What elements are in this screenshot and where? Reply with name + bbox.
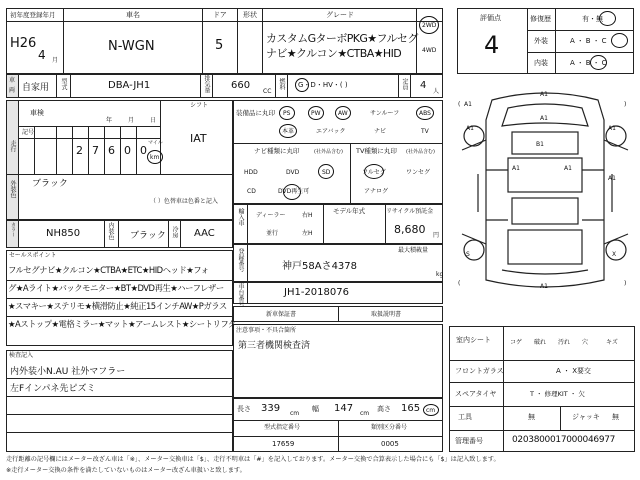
equipment-label: 装備品に丸印 (236, 109, 275, 117)
model-year-label: モデル年式 (333, 207, 366, 215)
sales-point-line: グ★Aライト★バックモニター★BT★DVD再生★ハーフレザー (8, 283, 224, 293)
glass-label: フロントガラス (455, 367, 504, 375)
odometer-digit: 2 (76, 144, 83, 157)
car-damage-diagram (452, 80, 638, 320)
inspector-line: 左Fインパネ先ピズミ (10, 384, 96, 394)
odometer-digit: 6 (108, 144, 115, 157)
mark-rocker-right: A1 (608, 175, 616, 182)
equip-ps: PS (283, 110, 291, 117)
equip-navi: ナビ (374, 128, 387, 135)
control-value: 0203800017000046977 (512, 435, 616, 445)
exterior-c-circle (611, 33, 628, 48)
type-label: 型式 (60, 78, 67, 90)
shift-value: IAT (190, 132, 207, 145)
inspection-label: 車検 (30, 109, 44, 117)
notes-value: 第三者機関検査済 (238, 341, 311, 351)
sales-point-line: フルセグナビ★クルコン★CTBA★ETC★HIDヘッド★フォ (8, 265, 209, 275)
color-value: ブラック (32, 179, 68, 189)
length-unit: cm (290, 410, 300, 417)
mark-rear-left-wheel: S (466, 251, 470, 258)
reg-month-unit: 月 (52, 57, 59, 64)
seat-dirt: 汚れ (558, 339, 571, 346)
tools-value: 無 (528, 413, 535, 421)
reg-month: 4 (38, 48, 46, 62)
chassis-value: JH1-2018076 (284, 287, 349, 298)
navi-cd: CD (247, 188, 256, 195)
height-label: 高さ (377, 405, 391, 413)
length-value: 339 (261, 403, 281, 414)
records-label: 記号 (22, 129, 35, 136)
car-name-label: 車名 (126, 11, 140, 19)
fuel-options: G・D・HV・( ) (298, 81, 348, 89)
inspection-year-unit: 年 (106, 117, 113, 124)
mark-side-left: A1 (466, 125, 474, 132)
inspector-label: 検査記入 (9, 352, 34, 359)
doors-label: ドア (213, 11, 227, 19)
capacity-value: 4 (420, 80, 427, 91)
recycle-value: 8,680 (394, 223, 426, 236)
drive-4wd: 4WD (422, 47, 437, 54)
color-code-label: カラー (10, 222, 16, 237)
navi-sd: SD (322, 169, 331, 176)
exterior-options: A・B・C (570, 37, 609, 45)
height-value: 165 (401, 403, 421, 414)
odometer-digit: 0 (140, 144, 147, 157)
tv-note: (社外品含む) (406, 149, 435, 155)
notes-label: 注意事項・不具合箇所 (236, 327, 297, 334)
inspection-month-unit: 月 (128, 117, 135, 124)
capacity-unit: 人 (433, 88, 440, 95)
sales-point-label: セールスポイント (9, 252, 57, 259)
mark-windshield: B1 (536, 141, 544, 148)
interior-label: 内装 (534, 59, 548, 67)
footer-line-1: 走行距離の記号欄にはメーター改ざん車は「※」、メーター交換車は「$」、走行不明車は「#」を記入しております。メーター交換で合算表示した場合にも「$」は記入致します。 (6, 456, 500, 463)
interior-color-value: ブラック (130, 231, 166, 241)
import-dealer: ディーラー (256, 212, 286, 219)
mark-hood: A1 (540, 115, 548, 122)
ac-label: 冷房 (171, 226, 178, 238)
color-label: 外装色 (9, 180, 16, 198)
jack-label: ジャッキ (572, 413, 600, 421)
chassis-label: 車台番号 (237, 283, 244, 307)
score-value: 4 (484, 31, 500, 59)
mark-front-left: ( (458, 101, 461, 108)
navi-dvd: DVD (286, 169, 300, 176)
repair-options: 有・無 (582, 15, 603, 23)
score-label: 評価点 (480, 14, 501, 22)
control-label: 管理番号 (455, 437, 483, 445)
navi-dvd-play: DVD再生可 (278, 188, 310, 195)
equip-abs: ABS (419, 110, 431, 117)
mileage-label: 走行 (9, 140, 16, 152)
spare-tire-label: スペアタイヤ (455, 390, 497, 398)
height-unit: cm (426, 407, 436, 414)
equip-aw: AW (338, 110, 348, 117)
ac-value: AAC (194, 228, 215, 239)
equip-tv: TV (421, 128, 429, 135)
unit-km: km (150, 154, 160, 161)
import-parallel: 並行 (266, 230, 279, 237)
displacement-unit: CC (263, 88, 272, 95)
grade-label: グレード (326, 11, 354, 19)
navi-hdd: HDD (244, 169, 258, 176)
displacement-value: 660 (231, 80, 251, 91)
type-value: DBA-JH1 (108, 80, 151, 91)
first-reg-label: 初年度登録年月 (10, 11, 56, 19)
seat-tear: 破れ (534, 339, 547, 346)
equip-pw: PW (311, 110, 321, 117)
length-label: 長さ (237, 405, 251, 413)
tv-header: TV種類に丸印 (356, 147, 397, 155)
seat-scratch: キズ (606, 339, 618, 346)
sales-point-line: ★スマキー★ステリモ★横滑防止★純正15インチAW★Pガラス (8, 301, 227, 311)
mark-roof-left: A1 (512, 165, 520, 172)
mark-roof-right: A1 (564, 165, 572, 172)
width-value: 147 (334, 403, 354, 414)
mark-rear-right: ) (624, 280, 627, 287)
mark-front-right: ) (624, 101, 627, 108)
vehicle-row (6, 74, 443, 98)
doors-value: 5 (215, 38, 224, 53)
registration-value: 神戸58Aさ4378 (282, 261, 358, 272)
shape-label: 形状 (243, 11, 257, 19)
type-approval-value: 17659 (272, 440, 295, 448)
equip-sunroof: サンルーフ (370, 110, 400, 117)
new-car-warranty: 新車保証書 (266, 311, 297, 318)
unit-mile: マイル (148, 140, 163, 146)
interior-color-label: 内装色 (107, 222, 114, 240)
type-approval-label: 型式指定番号 (264, 424, 301, 431)
seat-hole: 穴 (582, 339, 589, 346)
tv-analog: アナログ (364, 188, 389, 195)
tv-fullseg: フルセグ (362, 169, 386, 176)
vehicle-label-1: 車 (9, 77, 16, 84)
seat-label: 室内シート (456, 336, 491, 344)
notes-block (233, 324, 443, 398)
footer-line-2: ※走行メーター交換の条件を満たしていないものはメーター改ざん車扱いと致します。 (6, 467, 246, 474)
recycle-unit: 円 (433, 232, 440, 239)
equip-airbag: エアバック (316, 128, 346, 135)
width-label: 幅 (312, 405, 319, 413)
repair-label: 修復歴 (530, 15, 551, 23)
car-name: N-WGN (108, 39, 155, 54)
glass-value: A ・ X要交 (556, 367, 592, 375)
grade-line-1: カスタムGターボPKG★フルセグ (266, 32, 418, 45)
grade-line-2: ナビ★クルコン★CTBA★HID (266, 47, 402, 60)
class-label: 類別区分番号 (371, 424, 408, 431)
import-label: 輸入車 (237, 208, 244, 226)
color-note: （ ）色替車は色番と記入 (150, 198, 218, 205)
mark-rear: A1 (540, 283, 548, 290)
max-load-unit: kg (436, 271, 444, 278)
drive-2wd: 2WD (422, 22, 437, 29)
mark-rear-right-wheel: X (612, 251, 617, 258)
tv-oneseg: ワンセグ (406, 169, 431, 176)
max-load-label: 最大積載量 (398, 247, 429, 254)
shift-label: シフト (190, 102, 209, 109)
inspection-day-unit: 日 (150, 117, 157, 124)
recycle-label: リサイクル預託金 (386, 208, 434, 215)
navi-note: (社外品含む) (314, 149, 343, 155)
sales-point-line: ★Aストップ★電格ミラー★マット★アームレスト★シートリフタ (8, 319, 236, 329)
navi-header: ナビ種類に丸印 (254, 147, 300, 155)
import-left: 左H (302, 230, 313, 237)
mark-front: A1 (540, 91, 548, 98)
era-year: H26 (10, 36, 37, 51)
mark-rear-left: ( (458, 280, 461, 287)
mark-front-left: A1 (464, 101, 472, 108)
width-unit: cm (360, 410, 370, 417)
exterior-label: 外装 (534, 37, 548, 45)
color-code-value: NH850 (46, 228, 81, 239)
manual-label: 取扱説明書 (371, 311, 402, 318)
equip-leather: 本革 (282, 128, 295, 135)
use-value: 自家用 (22, 83, 50, 93)
fuel-label: 燃料 (278, 78, 285, 90)
class-value: 0005 (381, 440, 399, 448)
registration-label: 登録番号 (237, 248, 244, 272)
odometer-digit: 0 (124, 144, 131, 157)
capacity-label: 定員 (401, 78, 408, 90)
jack-value: 無 (612, 413, 619, 421)
interior-options: A・B・C (570, 59, 609, 67)
seat-burn: コゲ (510, 339, 523, 346)
inspector-line: 内外装小N.AU 社外マフラー (10, 367, 126, 377)
mark-side-right: A1 (608, 125, 616, 132)
displacement-label: 排気量 (203, 75, 210, 93)
vehicle-label-2: 両 (9, 87, 16, 94)
spare-tire-value: T ・ 修理KIT ・ 欠 (530, 390, 585, 398)
import-right: 右H (302, 212, 313, 219)
tools-label: 工具 (458, 413, 472, 421)
odometer-digit: 7 (92, 144, 99, 157)
